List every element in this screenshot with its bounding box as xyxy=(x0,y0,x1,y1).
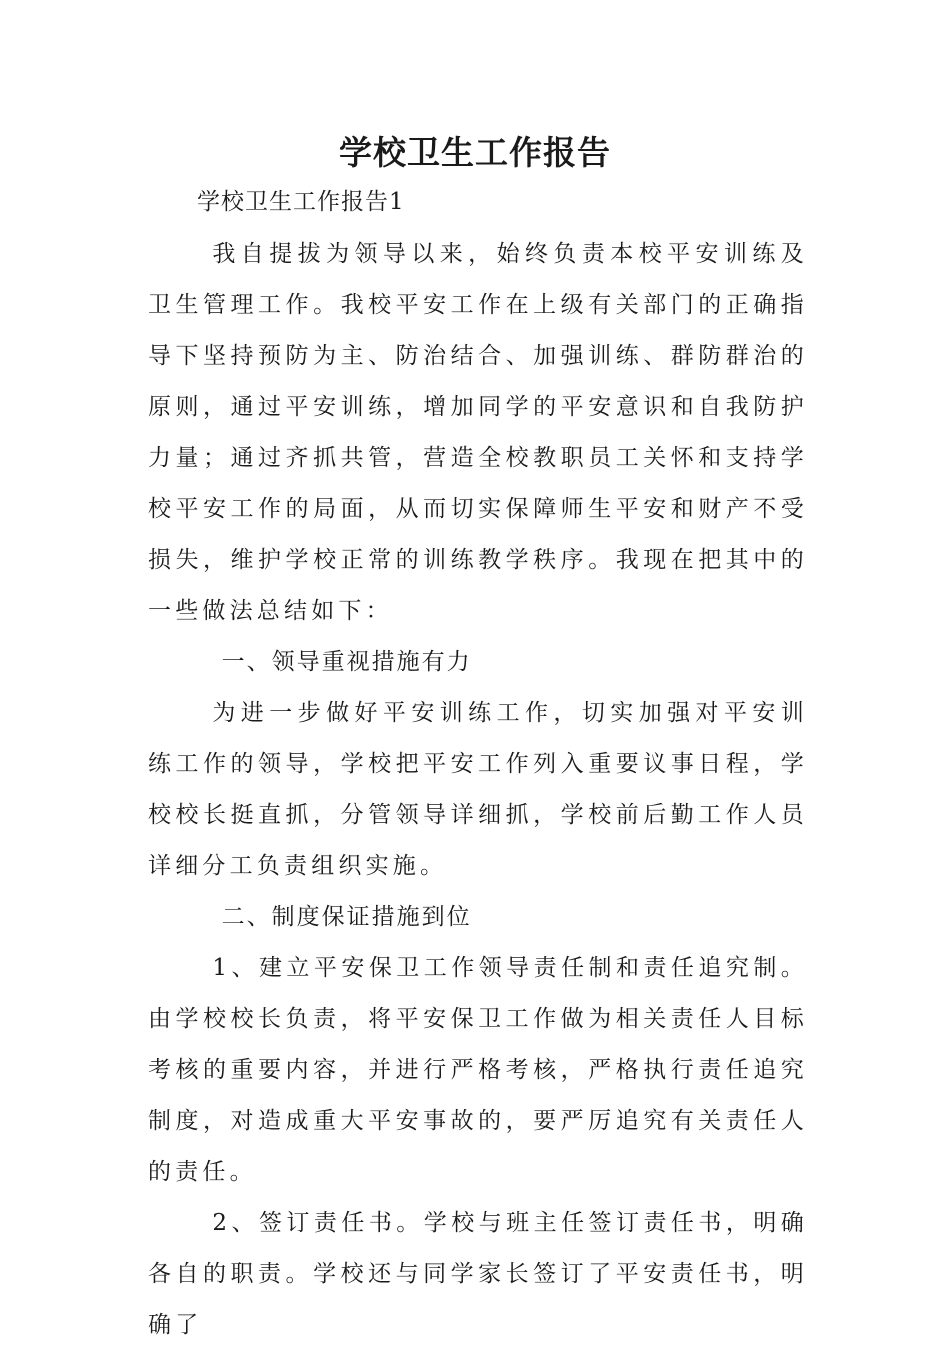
section-heading-leadership: 一、领导重视措施有力 xyxy=(221,649,472,675)
paragraph-intro: 我自提拔为领导以来，始终负责本校平安训练及卫生管理工作。我校平安工作在上级有关部门的正确指导下坚持预防为主、防治结合、加强训练、群防群治的原则，通过平安训练，增加同学的平安意识和自我防护力量；通过齐抓共管，营造全校教职员工关怀和支持学校平安工作的局面，从而切实保障师生平安和财产不受损失，维护学校正常的训练教学秩序。我现在把其中的一些做法总结如下： xyxy=(148,241,808,624)
paragraph-responsibility-letter: 2、签订责任书。学校与班主任签订责任书，明确各自的职责。学校还与同学家长签订了平安责任书，明确了 xyxy=(148,1210,808,1338)
paragraph-responsibility-system: 1、建立平安保卫工作领导责任制和责任追究制。由学校校长负责，将平安保卫工作做为相关责任人目标考核的重要内容，并进行严格考核，严格执行责任追究制度，对造成重大平安事故的，要严厉追究有关责任人的责任。 xyxy=(148,955,808,1185)
document-body xyxy=(148,229,808,1351)
document-subtitle: 学校卫生工作报告1 xyxy=(197,189,405,215)
section-heading-system: 二、制度保证措施到位 xyxy=(221,904,472,930)
document-title: 学校卫生工作报告 xyxy=(339,133,611,172)
paragraph-leadership: 为进一步做好平安训练工作，切实加强对平安训练工作的领导，学校把平安工作列入重要议事日程，学校校长挺直抓，分管领导详细抓，学校前后勤工作人员详细分工负责组织实施。 xyxy=(148,700,808,879)
